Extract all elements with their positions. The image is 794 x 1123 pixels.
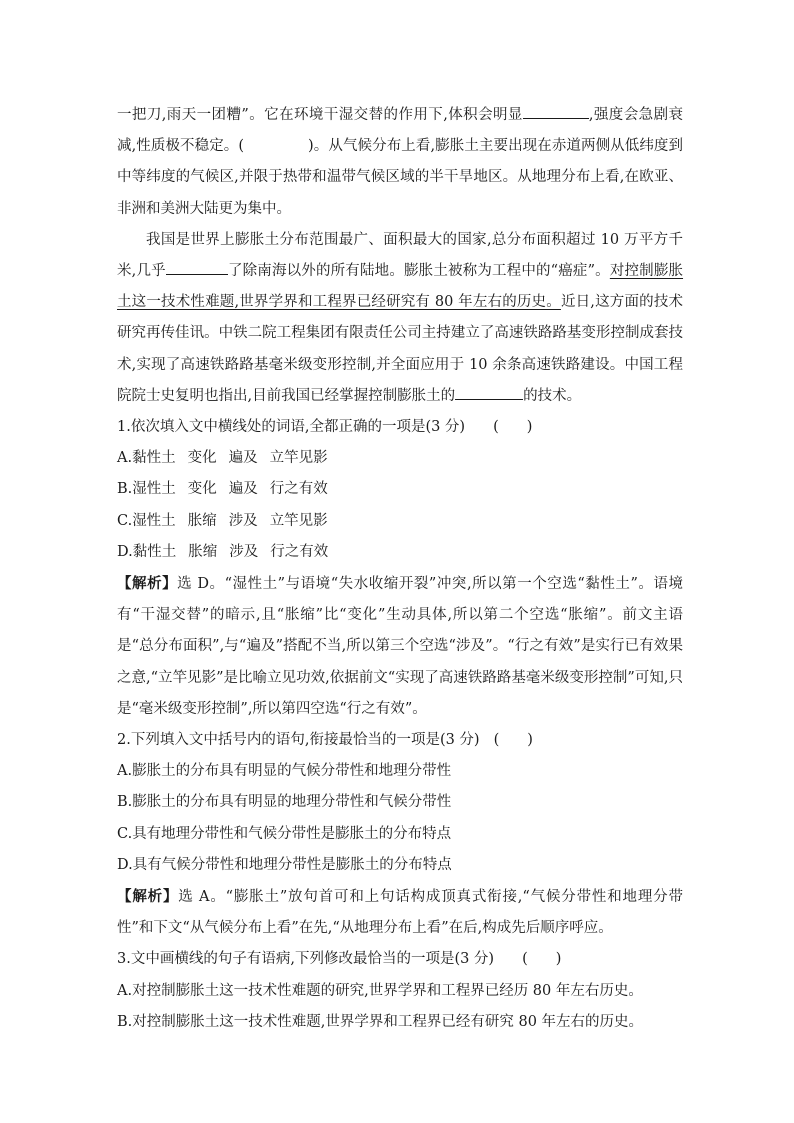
question-1-option-b xyxy=(117,474,683,505)
option-word: 涉及 xyxy=(228,512,258,529)
question-3-option-b xyxy=(117,1007,683,1038)
question-1-stem: 1.依次填入文中横线处的词语,全都正确的一项是(3 分) ( ) xyxy=(117,419,533,436)
option-letter: B. xyxy=(117,794,133,811)
answer-bracket-close: ) xyxy=(527,732,533,749)
option-word: 行之有效 xyxy=(270,543,329,560)
option-word: 遍及 xyxy=(228,481,258,498)
option-letter: B. xyxy=(117,481,133,498)
option-letter: A. xyxy=(117,763,133,780)
question-1-option-c xyxy=(117,506,683,537)
option-word: 遍及 xyxy=(228,450,258,467)
question-2-option-d xyxy=(117,850,683,881)
question-1-option-d xyxy=(117,537,683,568)
analysis-text: 选 D。“湿性土”与语境“失水收缩开裂”冲突,所以第一个空选“黏性土”。语境有“干湿交替”的暗示,且“胀缩”比“变化”生动具体,所以第二个空选“胀缩”。前文主语是“总分布面积”,与“遍及”搭配不当,所以第三个空选“涉及”。“行之有效”是实行已有效果之意,“立竿见影”是比喻立见功效,依据前文“实现了高速铁路路基毫米级变形控制”可知,只是“毫米级变形控制”,所以第四空选“行之有效”。 xyxy=(117,576,683,717)
option-word: 变化 xyxy=(187,450,217,467)
option-word: 立竿见影 xyxy=(269,450,328,467)
option-text: 膨胀土的分布具有明显的气候分带性和地理分带性 xyxy=(132,763,452,780)
analysis-label: 【解析】 xyxy=(117,888,179,906)
option-text: 具有气候分带性和地理分带性是膨胀土的分布特点 xyxy=(132,856,452,873)
option-letter: C. xyxy=(117,512,133,529)
passage-text: 我国是世界上膨胀土分布范围最广、面积最大的国家,总分布面积超过 10 万平方千米,几乎 xyxy=(117,231,683,280)
option-word: 湿性土 xyxy=(132,481,176,498)
answer-bracket-close: ) xyxy=(555,951,562,968)
fill-blank-3 xyxy=(455,382,523,400)
document-page xyxy=(117,100,683,1038)
option-letter: A. xyxy=(117,982,133,999)
option-letter: C. xyxy=(117,825,133,842)
option-word: 变化 xyxy=(187,481,217,498)
question-2-analysis xyxy=(117,881,683,944)
passage-text: 了除南海以外的所有陆地。膨胀土被称为工程中的“癌症”。 xyxy=(227,263,610,280)
underlined-sentence: 对控制膨胀土这一技术性难题,世界学界和工程界已经研究有 80 年左右的历史。 xyxy=(117,263,684,311)
passage-text: ,强度会急剧衰减,性质极不稳定。( xyxy=(117,107,683,155)
passage-text: 近日,这方面的技术研究再传佳讯。中铁二院工程集团有限责任公司主持建立了高速铁路路基变形控制成套技术,实现了高速铁路路基毫米级变形控制,并全面应用于 10 余条高速铁路建设。中国工程院院士史复明也指出,目前我国已经掌握控制膨胀土的 xyxy=(117,294,684,404)
passage-paragraph-1 xyxy=(117,100,683,225)
option-word: 涉及 xyxy=(229,543,259,560)
option-word: 胀缩 xyxy=(187,512,217,529)
fill-blank-2 xyxy=(166,257,228,275)
question-3-stem: 3.文中画横线的句子有语病,下列修改最恰当的一项是(3 分) ( ) xyxy=(117,951,562,968)
option-word: 胀缩 xyxy=(188,543,218,560)
option-text: 具有地理分带性和气候分带性是膨胀土的分布特点 xyxy=(132,825,452,842)
option-letter: D. xyxy=(117,543,133,560)
answer-bracket-open: ( xyxy=(522,951,528,968)
option-word: 立竿见影 xyxy=(269,512,328,529)
question-3-option-a xyxy=(117,976,683,1007)
option-letter: D. xyxy=(117,856,133,873)
analysis-text: 选 A。“膨胀土”放句首可和上句话构成顶真式衔接,“气候分带性和地理分带性”和下文“从气候分布上看”在先,“从地理分布上看”在后,构成先后顺序呼应。 xyxy=(117,889,683,937)
fill-blank-1 xyxy=(523,101,589,119)
option-word: 黏性土 xyxy=(132,543,177,560)
option-letter: B. xyxy=(117,1013,133,1030)
answer-bracket-open: ( xyxy=(493,419,499,436)
question-1-analysis xyxy=(117,568,683,725)
question-2-option-a xyxy=(117,756,683,787)
passage-text: )。从气候分布上看,膨胀土主要出现在赤道两侧从低纬度到中等纬度的气候区,并限于热带和温带气候区域的半干旱地区。从地理分布上看,在欧亚、非洲和美洲大陆更为集中。 xyxy=(117,138,684,217)
analysis-label: 【解析】 xyxy=(117,575,178,593)
question-2-option-c xyxy=(117,819,683,850)
answer-bracket-open: ( xyxy=(493,732,500,749)
option-text: 对控制膨胀土这一技术性难题的研究,世界学界和工程界已经历 80 年左右历史。 xyxy=(132,982,643,999)
option-text: 对控制膨胀土这一技术性难题,世界学界和工程界已经有研究 80 年左右的历史。 xyxy=(132,1013,644,1030)
passage-text: 的技术。 xyxy=(523,387,582,404)
passage-paragraph-2 xyxy=(117,225,683,412)
option-word: 行之有效 xyxy=(269,481,328,498)
answer-bracket-close: ) xyxy=(526,419,533,436)
question-2-option-b xyxy=(117,787,683,818)
option-letter: A. xyxy=(117,450,133,467)
option-word: 黏性土 xyxy=(132,450,176,467)
passage-text: 一把刀,雨天一团糟”。它在环境干湿交替的作用下,体积会明显 xyxy=(117,107,523,123)
question-1-option-a xyxy=(117,443,683,474)
question-2-stem: 2.下列填入文中括号内的语句,衔接最恰当的一项是(3 分) ( ) xyxy=(117,732,533,749)
option-word: 湿性土 xyxy=(132,512,176,529)
option-text: 膨胀土的分布具有明显的地理分带性和气候分带性 xyxy=(132,794,452,811)
